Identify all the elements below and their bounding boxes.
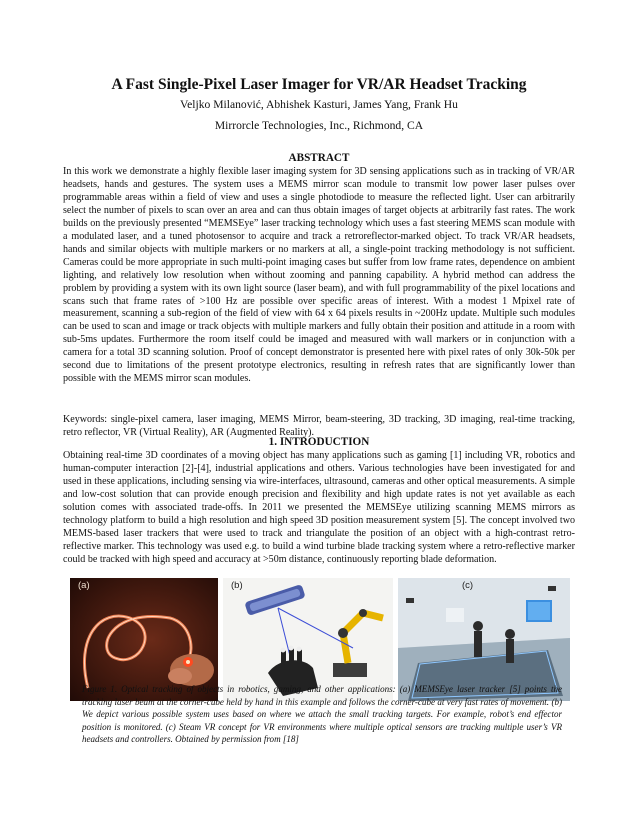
- introduction-heading: 1. INTRODUCTION: [268, 436, 370, 448]
- paper-title: A Fast Single-Pixel Laser Imager for VR/AR Headset Tracking: [111, 76, 527, 93]
- figure-panel-a-label: (a): [78, 580, 90, 591]
- figure-panel-c-label: (c): [462, 580, 474, 591]
- figure-panel-b-label: (b): [231, 580, 243, 591]
- abstract-body: In this work we demonstrate a highly flexible laser imaging system for 3D sensing applications such as in tracking of VR/AR headsets, hands and gestures. The system uses a MEMS mirror scan module to transmit low power laser pulses over programmable areas within a field of view and uses a single photodiode to measure the reflected light. User can arbitrarily select the number of pixels to scan over an area and can thus obtain images of target objects at arbitrarily fast rates. The work builds on the previously presented “MEMSEye” laser tracking technology which uses a fast steering MEMS scan module with a modulated laser, and a tuned photosensor to acquire and track a retroreflector-marked object. To track VR/AR headsets, hands and similar objects with multiple markers or no markers at all, a single-point tracking methodology is not sufficient. Cameras could be more appropriate in such multi-point imaging cases but suffer from low frame rates, dependence on ambient lighting, and relatively low resolution when without zooming and panning capability. A hybrid method can address the problem by providing a system with its own light source (laser beam), and with full programmability of the pixel locations and scans such that frame rates of >100 Hz are possible over specific areas of interest. With a modest 1 Mpixel rate of measurement, scanning a sub-region of the field of view with 64 x 64 pixels results in ~200Hz update. Multiple such modules can be used to scan and image or track objects with multiple markers and fully obtain their position and attitude in a room with sub-5ms updates. Furthermore the room itself could be imaged and measured with wall markers or in conjunction with a camera for a total 3D scanning solution. Proof of concept demonstrator is presented here with pixel rates of only 30k-50k per second due to limitations of the present prototype electronics, resulting in refresh rates that are significantly lower than possible with the MEMS mirror scan modules.: [63, 166, 575, 385]
- introduction-body: Obtaining real-time 3D coordinates of a moving object has many applications such as gaming [1] including VR, robotics and human-computer interaction [2]-[4], industrial applications and others. Various technologies have been investigated for and used in these applications, including sensing via wire-interfaces, ultrasound, cameras and other optical measurements. A simple and low-cost solution that can provide enough precision and flexibility and high update rates is not yet available as each solution comes with associated trade-offs. In 2011 we presented the MEMSEye utilizing scanning MEMS mirrors as technology platform to build a high resolution and high speed 3D position measurement system [5]. The concept involved two MEMS-based laser trackers that were used to track and triangulate the position of an object with a high-contrast retro-reflective marker. This technology was used e.g. to build a wind turbine blade tracking system where a retro-reflective marker could be tracked with high speed and accuracy at >50m distance, continuously reporting blade deformation.: [63, 450, 575, 565]
- paper-affiliation: Mirrorcle Technologies, Inc., Richmond, CA: [214, 119, 424, 132]
- figure-caption: Figure 1. Optical tracking of objects in robotics, gaming, and other applications: (a) MEMSEye laser tracker [5] points the tracking laser beam at the corner-cube held by hand in this example and follows the corner-cube at very fast rates of movement. (b) We depict various possible system uses based on where we attach the small tracking targets. For example, robot’s end effector position is monitored. (c) Steam VR concept for VR environments where multiple optical sensors are tracking multiple user’s VR headsets and controllers. Obtained by permission from [18]: [82, 684, 562, 745]
- abstract-heading: ABSTRACT: [288, 152, 350, 164]
- keywords: Keywords: single-pixel camera, laser imaging, MEMS Mirror, beam-steering, 3D tracking, 3D imaging, real-time tracking, retro reflector, VR (Virtual Reality), AR (Augmented Reality).: [63, 414, 575, 438]
- paper-authors: Veljko Milanović, Abhishek Kasturi, James Yang, Frank Hu: [180, 98, 458, 111]
